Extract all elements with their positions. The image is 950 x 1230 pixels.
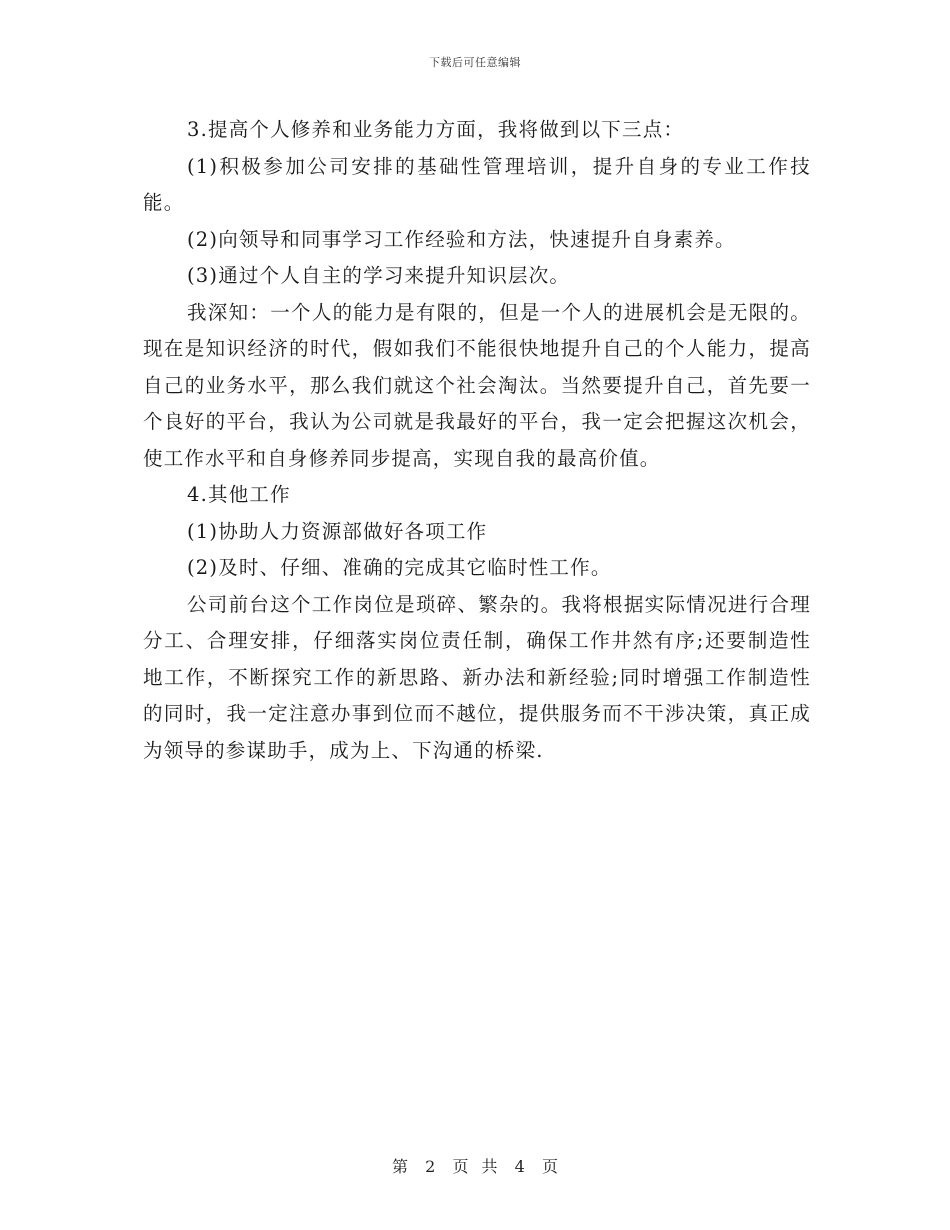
paragraph-item-4-2: (2)及时、仔细、准确的完成其它临时性工作。 (187, 556, 612, 579)
footer-total-pages: 4 (514, 1157, 525, 1176)
header-note: 下载后可任意编辑 (429, 56, 521, 69)
footer-total-word: 共 (481, 1157, 498, 1176)
footer-prefix: 第 (392, 1157, 409, 1176)
page-footer (0, 1154, 950, 1177)
paragraph-item-4-1: (1)协助人力资源部做好各项工作 (187, 519, 488, 543)
footer-current-page: 2 (425, 1157, 436, 1176)
paragraph-conclusion: 公司前台这个工作岗位是琐碎、繁杂的。我将根据实际情况进行合理分工、合理安排，仔细落实岗位责任制，确保工作井然有序;还要制造性地工作，不断探究工作的新思路、新办法和新经验;同时增强工作制造性的同时，我一定注意办事到位而不越位，提供服务而不干涉决策，真正成为领导的参谋助手，成为上、下沟通的桥梁. (143, 592, 811, 762)
paragraph-section-3-heading: 3.提高个人修养和业务能力方面，我将做到以下三点： (187, 118, 685, 141)
paragraph-item-3-2: (2)向领导和同事学习工作经验和方法，快速提升自身素养。 (187, 227, 736, 251)
paragraph-section-4-heading: 4.其他工作 (187, 483, 291, 506)
paragraph-item-3-3: (3)通过个人自主的学习来提升知识层次。 (187, 264, 571, 287)
footer-suffix: 页 (541, 1157, 558, 1176)
document-body (143, 112, 811, 769)
paragraph-reflection: 我深知：一个人的能力是有限的，但是一个人的进展机会是无限的。现在是知识经济的时代，假如我们不能很快地提升自己的个人能力，提高自己的业务水平，那么我们就这个社会淘汰。当然要提升自己，首先要一个良好的平台，我认为公司就是我最好的平台，我一定会把握这次机会，使工作水平和自身修养同步提高，实现自我的最高价值。 (143, 300, 811, 470)
footer-page-word: 页 (452, 1157, 469, 1176)
paragraph-item-3-1: (1)积极参加公司安排的基础性管理培训，提升自身的专业工作技能。 (143, 154, 811, 214)
